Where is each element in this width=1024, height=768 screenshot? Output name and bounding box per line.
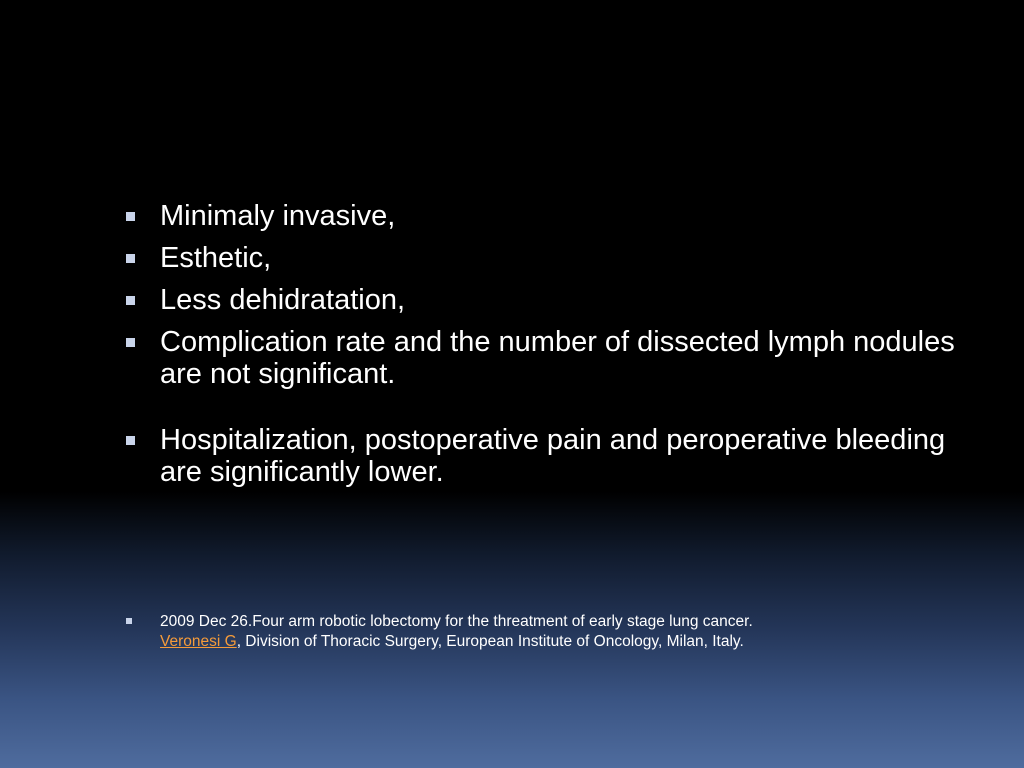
square-bullet-icon [126, 436, 135, 445]
bullet-text: Esthetic, [160, 242, 272, 274]
bullet-item [120, 284, 970, 316]
bullet-item [120, 326, 970, 390]
author-link[interactable]: Veronesi G [160, 633, 237, 650]
bullet-text: Minimaly invasive, [160, 200, 396, 232]
bullet-text: Complication rate and the number of dissected lymph nodules are not significant. [160, 326, 955, 390]
reference-title: 2009 Dec 26.Four arm robotic lobectomy for the threatment of early stage lung cancer. [160, 613, 753, 630]
bullet-text: Hospitalization, postoperative pain and peroperative bleeding are significantly lower. [160, 424, 946, 488]
reference-citation [120, 612, 1020, 652]
square-bullet-icon [126, 618, 132, 624]
square-bullet-icon [126, 296, 135, 305]
bullet-item [120, 242, 970, 274]
bullet-list [120, 200, 970, 498]
reference-affiliation: , Division of Thoracic Surgery, European Institute of Oncology, Milan, Italy. [236, 633, 744, 650]
bullet-item [120, 200, 970, 232]
bullet-text: Less dehidratation, [160, 284, 406, 316]
square-bullet-icon [126, 254, 135, 263]
bullet-item [120, 424, 970, 488]
square-bullet-icon [126, 212, 135, 221]
square-bullet-icon [126, 338, 135, 347]
